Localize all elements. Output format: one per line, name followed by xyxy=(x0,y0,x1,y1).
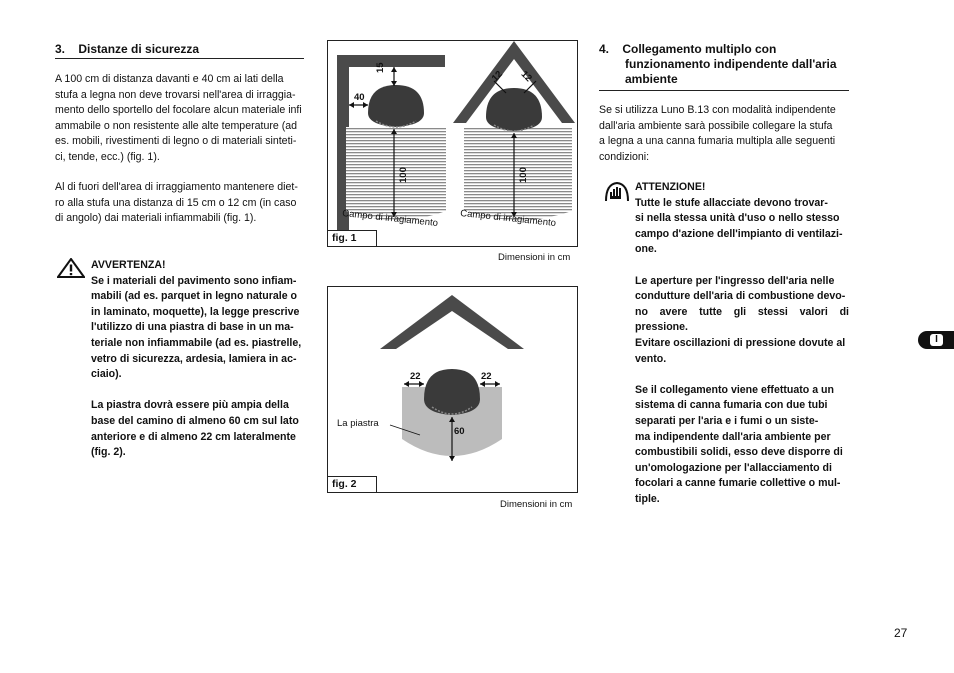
warning-block xyxy=(91,258,304,461)
figure-2-units: Dimensioni in cm xyxy=(500,499,573,510)
text-line: Se il collegamento viene effettuato a un xyxy=(635,383,834,396)
dimension-back: 15 xyxy=(375,62,386,73)
text-line: A 100 cm di distanza davanti e 40 cm ai lati della xyxy=(55,73,284,85)
page-number: 27 xyxy=(894,626,908,640)
dimension-corner-a: 12 xyxy=(489,68,505,85)
text-line: a legna a una canna fumaria multipla alle seguenti xyxy=(599,135,836,148)
section-3-rule xyxy=(55,58,304,59)
text-line: condutture dell'aria di combustione devo- xyxy=(635,290,846,303)
back-wall xyxy=(337,55,445,67)
text-line: un'omologazione per l'allacciamento di xyxy=(635,461,832,474)
plate-label: La piastra xyxy=(337,418,379,429)
language-tab-label: I xyxy=(930,334,943,346)
warning-title: AVVERTENZA! xyxy=(91,259,166,271)
text-line: ammabile o non resistente alle alte temperature (ad xyxy=(55,119,298,132)
text-line: ma indipendente dall'aria ambiente per xyxy=(635,430,831,443)
text-line: ro alla stufa una distanza di 15 cm o 12 cm (in caso xyxy=(55,196,297,209)
text-line: (fig. 2). xyxy=(91,446,126,459)
text-line: di angolo) dai materiali infiammabili (fig. 1). xyxy=(55,212,257,225)
warning-triangle-icon xyxy=(57,258,85,278)
section-3-paragraph-2 xyxy=(55,180,304,227)
text-line: Al di fuori dell'area di irraggiamento mantenere diet- xyxy=(55,181,298,193)
dimension-left: 22 xyxy=(410,371,421,382)
text-line: base del camino di almeno 60 cm sul lato xyxy=(91,414,299,427)
dimension-front-b: 100 xyxy=(518,167,529,183)
heading-line: 4. Collegamento multiplo con xyxy=(599,42,777,56)
text-line: separati per l'aria e i fumi o un siste- xyxy=(635,414,819,427)
section-4-intro xyxy=(599,103,849,165)
text-line: ci, tende, ecc.) (fig. 1). xyxy=(55,150,160,163)
dimension-front-a: 100 xyxy=(398,167,409,183)
text-line: Tutte le stufe allacciate devono trovar- xyxy=(635,196,828,209)
text-line: in laminato, moquette), la legge prescrive xyxy=(91,305,300,318)
text-line: no avere tutte gli stessi valori di pressione. xyxy=(635,305,849,334)
text-line: mabili (ad es. parquet in legno naturale o xyxy=(91,290,298,303)
text-line: vetro di sicurezza, ardesia, lamiera in ac- xyxy=(91,352,297,365)
text-line: mento dello sportello del focolare alcun materiale infi xyxy=(55,104,302,117)
dimension-front: 60 xyxy=(454,426,465,437)
text-line: tiple. xyxy=(635,492,660,505)
figure-1-label: fig. 1 xyxy=(328,230,377,246)
dimension-corner-b: 12 xyxy=(518,68,534,85)
language-tab xyxy=(918,331,954,349)
text-line: combustibili solidi, esso deve disporre di xyxy=(635,446,843,459)
attention-title: ATTENZIONE! xyxy=(635,181,706,193)
figure-2-label: fig. 2 xyxy=(328,476,377,492)
dimension-right: 22 xyxy=(481,371,492,382)
text-line: si nella stessa unità d'uso o nello stesso xyxy=(635,212,840,225)
attention-block xyxy=(635,180,849,507)
text-line: Se i materiali del pavimento sono infiam- xyxy=(91,274,297,287)
text-line: dall'aria ambiente sarà possibile collegare la stufa xyxy=(599,119,833,132)
text-line: Se si utilizza Luno B.13 con modalità indipendente xyxy=(599,104,836,116)
text-line: stufa a legna non deve trovarsi nell'area di irraggia- xyxy=(55,88,296,101)
section-3-heading: 3. Distanze di sicurezza xyxy=(55,42,200,56)
figure-2 xyxy=(327,286,578,493)
dimension-side: 40 xyxy=(354,92,365,103)
text-line: sistema di canna fumaria con due tubi xyxy=(635,399,828,412)
text-line: campo d'azione dell'impianto di ventilazi- xyxy=(635,227,843,240)
text-line: vento. xyxy=(635,352,667,365)
text-line: focolari a canne fumarie collettive o mul- xyxy=(635,477,841,490)
figure-1-units: Dimensioni in cm xyxy=(498,252,571,263)
section-4-rule xyxy=(599,90,849,91)
heading-line: ambiente xyxy=(625,72,678,86)
section-3-paragraph-1 xyxy=(55,72,304,166)
text-line: Evitare oscillazioni di pressione dovute al xyxy=(635,336,846,349)
radiation-area-label-b: Campo di irragiamento xyxy=(459,208,557,229)
text-line: condizioni: xyxy=(599,150,650,163)
radiation-area-label-a: Campo di irragiamento xyxy=(341,208,439,229)
corner-wall xyxy=(380,295,524,349)
text-line: Le aperture per l'ingresso dell'aria nelle xyxy=(635,274,835,287)
heading-line: funzionamento indipendente dall'aria xyxy=(625,57,837,71)
text-line: anteriore e di almeno 22 cm lateralmente xyxy=(91,430,296,443)
text-line: teriale non infiammabile (ad es. piastrelle, xyxy=(91,336,302,349)
text-line: one. xyxy=(635,243,657,256)
text-line: es. mobili, rivestimenti di legno o di materiali sinteti- xyxy=(55,135,297,148)
figure-1 xyxy=(327,40,578,247)
text-line: l'utilizzo di una piastra di base in un ma- xyxy=(91,321,294,334)
text-line: ciaio). xyxy=(91,368,122,381)
text-line: La piastra dovrà essere più ampia della xyxy=(91,399,289,412)
hand-attention-icon xyxy=(603,180,631,202)
section-4-heading xyxy=(599,42,849,87)
radiation-field xyxy=(346,127,446,220)
